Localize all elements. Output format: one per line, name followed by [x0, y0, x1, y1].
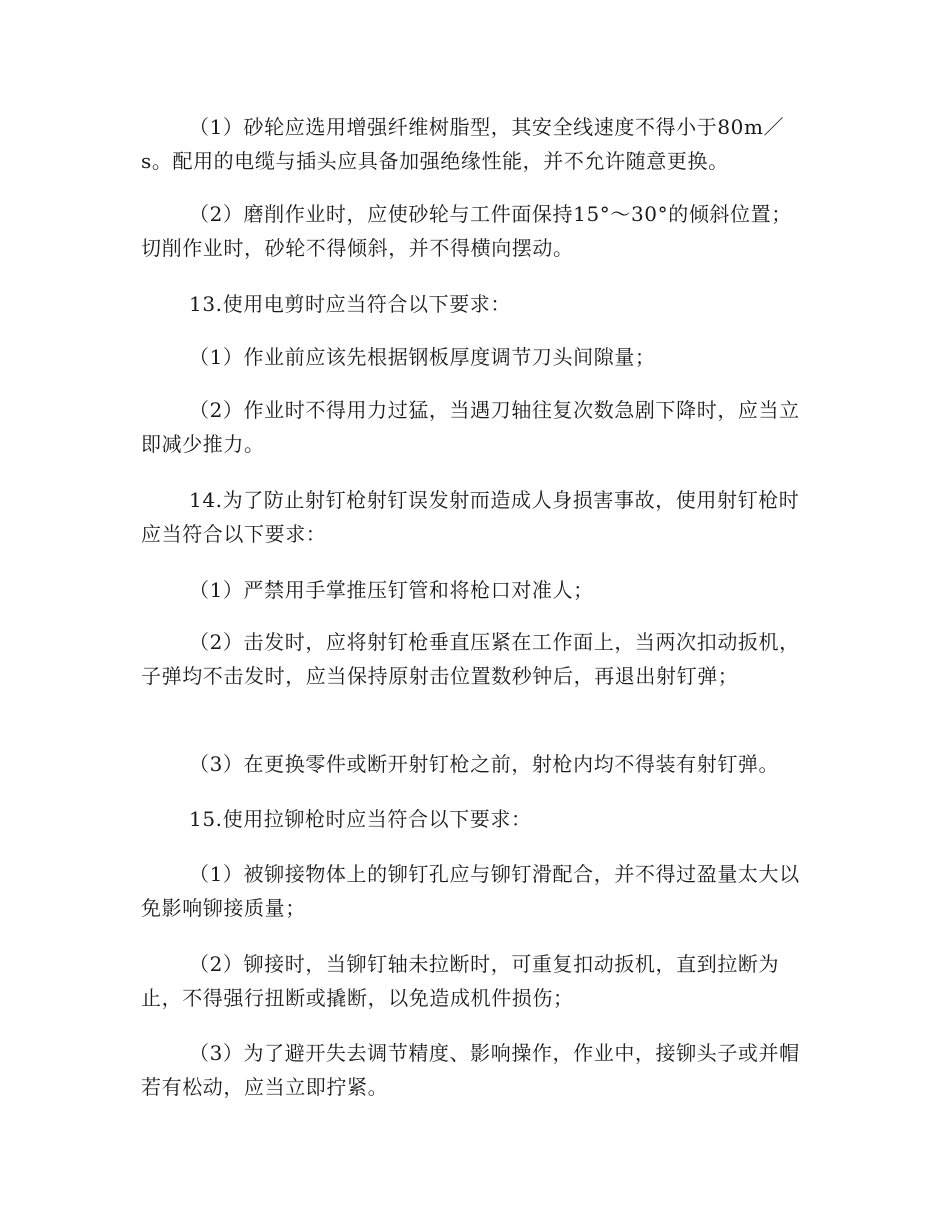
paragraph-grinder-wheel: （1）砂轮应选用增强纤维树脂型，其安全线速度不得小于80m／s。配用的电缆与插头应具备加强绝缘性能，并不允许随意更换。 [141, 115, 785, 173]
paragraph-rivet-trigger: （2）铆接时，当铆钉轴未拉断时，可重复扣动扳机，直到拉断为止，不得强行扭断或撬断，以免造成机件损伤； [141, 952, 780, 1010]
paragraph-grinding-angle: （2）磨削作业时，应使砂轮与工件面保持15°～30°的倾斜位置；切削作业时，砂轮不得倾斜，并不得横向摆动。 [141, 202, 792, 260]
paragraph-nail-gun-aim: （1）严禁用手掌推压钉管和将枪口对准人； [189, 578, 594, 602]
section-heading-15: 15.使用拉铆枪时应当符合以下要求： [189, 807, 532, 831]
paragraph-rivet-tighten: （3）为了避开失去调节精度、影响操作，作业中，接铆头子或并帽若有松动，应当立即拧紧。 [141, 1041, 800, 1099]
paragraph-shear-gap: （1）作业前应该先根据钢板厚度调节刀头间隙量； [189, 345, 656, 369]
paragraph-shear-force: （2）作业时不得用力过猛，当遇刀轴往复次数急剧下降时，应当立即减少推力。 [141, 398, 800, 456]
paragraph-rivet-hole: （1）被铆接物体上的铆钉孔应与铆钉滑配合，并不得过盈量太大以免影响铆接质量； [141, 862, 800, 920]
section-heading-14: 14.为了防止射钉枪射钉误发射而造成人身损害事故，使用射钉枪时应当符合以下要求： [141, 488, 800, 546]
paragraph-nail-gun-firing: （2）击发时，应将射钉枪垂直压紧在工作面上，当两次扣动扳机，子弹均不击发时，应当保持原射击位置数秒钟后，再退出射钉弹； [141, 630, 800, 688]
paragraph-nail-gun-maintenance: （3）在更换零件或断开射钉枪之前，射枪内均不得装有射钉弹。 [189, 752, 780, 776]
section-heading-13: 13.使用电剪时应当符合以下要求： [189, 292, 512, 316]
